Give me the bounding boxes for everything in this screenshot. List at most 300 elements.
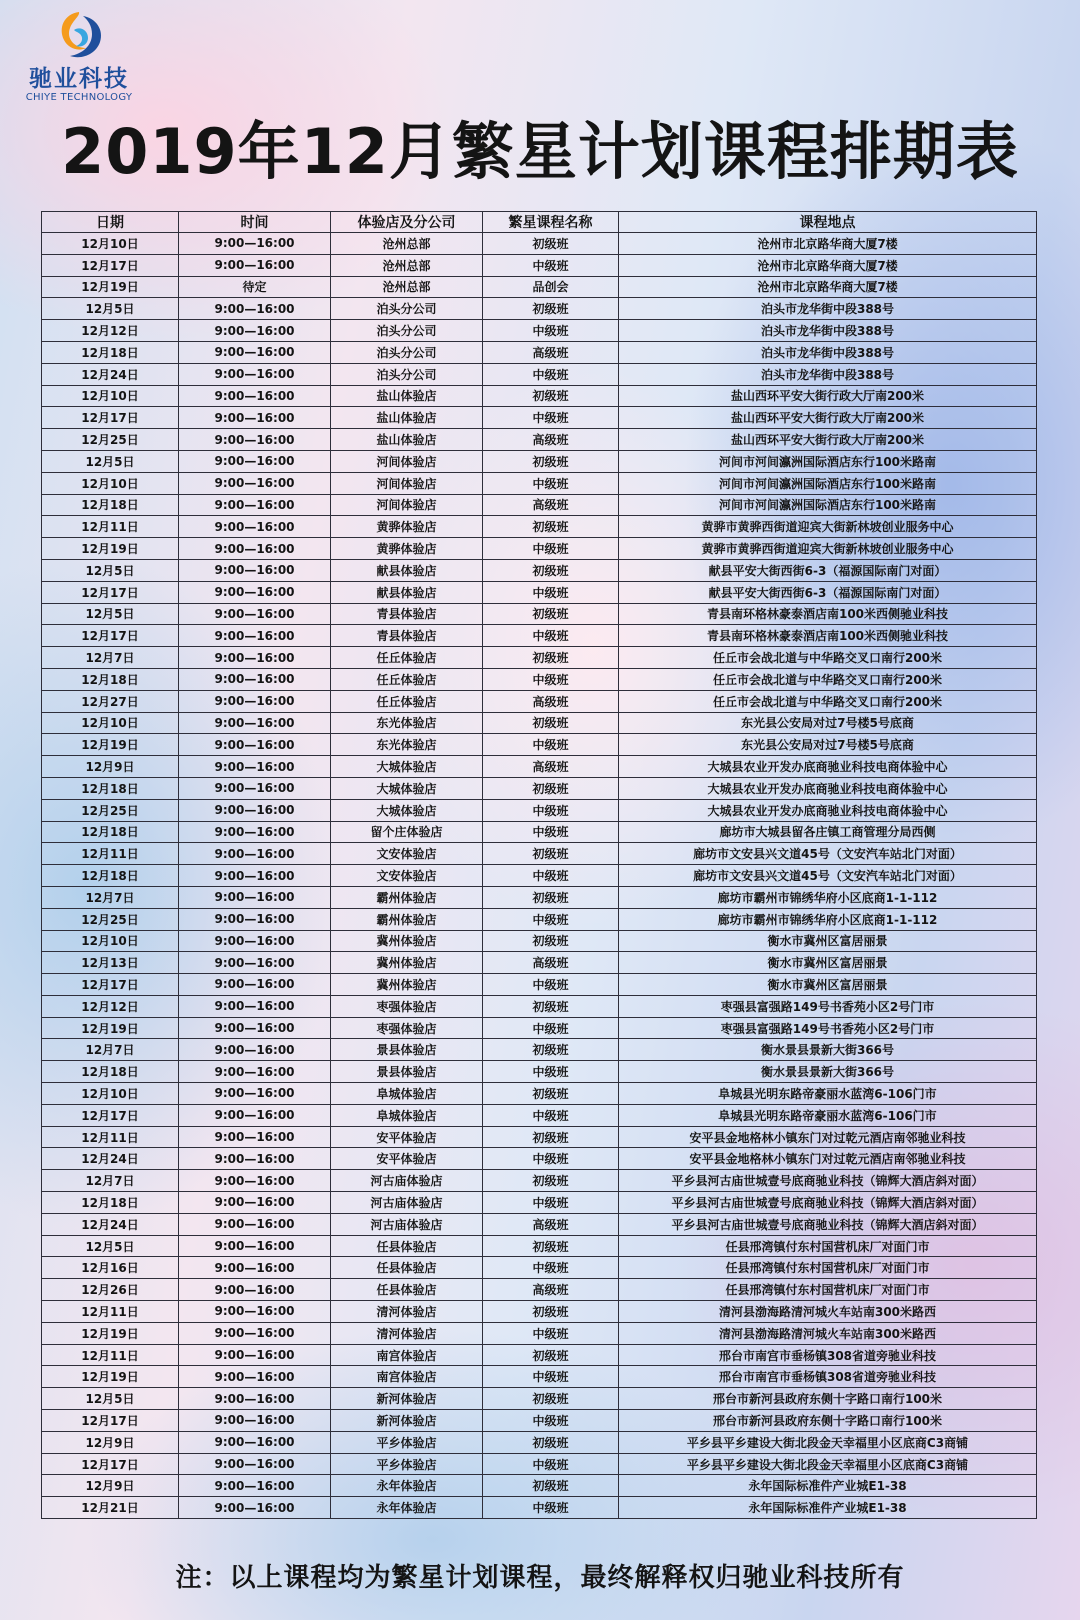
cell-course: 初级班 <box>483 233 619 255</box>
cell-location: 大城县农业开发办底商驰业科技电商体验中心 <box>619 756 1037 778</box>
cell-date: 12月11日 <box>42 516 179 538</box>
cell-time: 9:00—16:00 <box>179 1039 331 1061</box>
cell-date: 12月24日 <box>42 1148 179 1170</box>
cell-date: 12月7日 <box>42 647 179 669</box>
cell-date: 12月19日 <box>42 1322 179 1344</box>
cell-date: 12月5日 <box>42 1388 179 1410</box>
cell-location: 平乡县平乡建设大街北段金天幸福里小区底商C3商铺 <box>619 1431 1037 1453</box>
cell-location: 衡水市冀州区富居丽景 <box>619 930 1037 952</box>
table-row <box>42 974 1037 996</box>
table-row <box>42 756 1037 778</box>
cell-course: 初级班 <box>483 712 619 734</box>
cell-location: 安平县金地格林小镇东门对过乾元酒店南邻驰业科技 <box>619 1126 1037 1148</box>
cell-time: 9:00—16:00 <box>179 1279 331 1301</box>
cell-location: 廊坊市大城县留各庄镇工商管理分局西侧 <box>619 821 1037 843</box>
cell-date: 12月18日 <box>42 1192 179 1214</box>
table-row <box>42 1017 1037 1039</box>
cell-date: 12月7日 <box>42 1170 179 1192</box>
schedule-table <box>41 211 1037 1519</box>
cell-location: 清河县渤海路清河城火车站南300米路西 <box>619 1322 1037 1344</box>
cell-date: 12月5日 <box>42 1235 179 1257</box>
cell-location: 平乡县河古庙世城壹号底商驰业科技（锦辉大酒店斜对面） <box>619 1213 1037 1235</box>
cell-date: 12月11日 <box>42 1301 179 1323</box>
cell-location: 东光县公安局对过7号楼5号底商 <box>619 734 1037 756</box>
table-row <box>42 385 1037 407</box>
cell-store: 大城体验店 <box>331 756 483 778</box>
cell-date: 12月7日 <box>42 1039 179 1061</box>
cell-time: 9:00—16:00 <box>179 472 331 494</box>
cell-store: 沧州总部 <box>331 276 483 298</box>
cell-store: 沧州总部 <box>331 254 483 276</box>
cell-store: 留个庄体验店 <box>331 821 483 843</box>
cell-store: 文安体验店 <box>331 865 483 887</box>
cell-date: 12月11日 <box>42 843 179 865</box>
cell-time: 9:00—16:00 <box>179 1235 331 1257</box>
cell-time: 9:00—16:00 <box>179 1104 331 1126</box>
cell-location: 泊头市龙华街中段388号 <box>619 320 1037 342</box>
cell-store: 任县体验店 <box>331 1279 483 1301</box>
cell-store: 文安体验店 <box>331 843 483 865</box>
logo-name-cn: 驰业科技 <box>29 66 129 92</box>
cell-course: 高级班 <box>483 952 619 974</box>
cell-store: 永年体验店 <box>331 1475 483 1497</box>
cell-store: 安平体验店 <box>331 1126 483 1148</box>
cell-time: 9:00—16:00 <box>179 647 331 669</box>
table-header-row <box>42 212 1037 233</box>
cell-location: 平乡县河古庙世城壹号底商驰业科技（锦辉大酒店斜对面） <box>619 1192 1037 1214</box>
cell-course: 初级班 <box>483 1039 619 1061</box>
cell-store: 东光体验店 <box>331 712 483 734</box>
table-row <box>42 298 1037 320</box>
cell-date: 12月17日 <box>42 254 179 276</box>
cell-store: 泊头分公司 <box>331 363 483 385</box>
cell-date: 12月16日 <box>42 1257 179 1279</box>
cell-location: 任县邢湾镇付东村国营机床厂对面门市 <box>619 1257 1037 1279</box>
cell-course: 初级班 <box>483 450 619 472</box>
cell-location: 平乡县河古庙世城壹号底商驰业科技（锦辉大酒店斜对面） <box>619 1170 1037 1192</box>
cell-date: 12月19日 <box>42 538 179 560</box>
cell-location: 平乡县平乡建设大街北段金天幸福里小区底商C3商铺 <box>619 1453 1037 1475</box>
cell-time: 9:00—16:00 <box>179 1148 331 1170</box>
table-row <box>42 407 1037 429</box>
table-row <box>42 429 1037 451</box>
cell-date: 12月25日 <box>42 429 179 451</box>
cell-course: 中级班 <box>483 254 619 276</box>
cell-location: 任县邢湾镇付东村国营机床厂对面门市 <box>619 1279 1037 1301</box>
header-date: 日期 <box>42 212 179 233</box>
cell-time: 9:00—16:00 <box>179 865 331 887</box>
cell-time: 9:00—16:00 <box>179 1344 331 1366</box>
table-row <box>42 363 1037 385</box>
table-row <box>42 777 1037 799</box>
cell-time: 9:00—16:00 <box>179 1017 331 1039</box>
cell-location: 枣强县富强路149号书香苑小区2号门市 <box>619 995 1037 1017</box>
page-title: 2019年12月繁星计划课程排期表 <box>61 115 1019 188</box>
table-row <box>42 1322 1037 1344</box>
cell-course: 中级班 <box>483 1017 619 1039</box>
cell-date: 12月25日 <box>42 799 179 821</box>
cell-location: 永年国际标准件产业城E1-38 <box>619 1497 1037 1519</box>
table-row <box>42 690 1037 712</box>
cell-store: 平乡体验店 <box>331 1431 483 1453</box>
table-row <box>42 1257 1037 1279</box>
cell-date: 12月19日 <box>42 1366 179 1388</box>
cell-store: 献县体验店 <box>331 581 483 603</box>
cell-location: 永年国际标准件产业城E1-38 <box>619 1475 1037 1497</box>
cell-time: 9:00—16:00 <box>179 1388 331 1410</box>
cell-time: 9:00—16:00 <box>179 450 331 472</box>
cell-date: 12月10日 <box>42 472 179 494</box>
cell-store: 阜城体验店 <box>331 1083 483 1105</box>
cell-date: 12月17日 <box>42 1453 179 1475</box>
cell-store: 冀州体验店 <box>331 952 483 974</box>
cell-location: 阜城县光明东路帝豪丽水蓝湾6-106门市 <box>619 1083 1037 1105</box>
cell-course: 初级班 <box>483 559 619 581</box>
cell-course: 中级班 <box>483 734 619 756</box>
cell-time: 9:00—16:00 <box>179 1366 331 1388</box>
cell-date: 12月10日 <box>42 1083 179 1105</box>
cell-course: 初级班 <box>483 1235 619 1257</box>
table-row <box>42 254 1037 276</box>
cell-date: 12月17日 <box>42 407 179 429</box>
cell-course: 中级班 <box>483 799 619 821</box>
cell-store: 河古庙体验店 <box>331 1213 483 1235</box>
cell-store: 河古庙体验店 <box>331 1170 483 1192</box>
cell-time: 9:00—16:00 <box>179 1322 331 1344</box>
cell-course: 中级班 <box>483 320 619 342</box>
table-row <box>42 559 1037 581</box>
cell-date: 12月9日 <box>42 756 179 778</box>
cell-store: 任丘体验店 <box>331 647 483 669</box>
cell-location: 任丘市会战北道与中华路交叉口南行200米 <box>619 647 1037 669</box>
cell-store: 河间体验店 <box>331 494 483 516</box>
cell-store: 任丘体验店 <box>331 668 483 690</box>
cell-time: 9:00—16:00 <box>179 233 331 255</box>
company-logo <box>14 8 144 104</box>
cell-course: 初级班 <box>483 886 619 908</box>
cell-location: 任丘市会战北道与中华路交叉口南行200米 <box>619 690 1037 712</box>
cell-date: 12月13日 <box>42 952 179 974</box>
cell-course: 中级班 <box>483 1453 619 1475</box>
table-row <box>42 1301 1037 1323</box>
cell-location: 枣强县富强路149号书香苑小区2号门市 <box>619 1017 1037 1039</box>
cell-date: 12月5日 <box>42 298 179 320</box>
cell-time: 9:00—16:00 <box>179 799 331 821</box>
cell-time: 9:00—16:00 <box>179 538 331 560</box>
cell-date: 12月21日 <box>42 1497 179 1519</box>
cell-location: 廊坊市文安县兴文道45号（文安汽车站北门对面） <box>619 843 1037 865</box>
cell-date: 12月5日 <box>42 559 179 581</box>
table-row <box>42 1279 1037 1301</box>
cell-location: 黄骅市黄骅西街道迎宾大街新林坡创业服务中心 <box>619 538 1037 560</box>
cell-store: 霸州体验店 <box>331 886 483 908</box>
cell-course: 初级班 <box>483 995 619 1017</box>
table-row <box>42 1170 1037 1192</box>
table-row <box>42 233 1037 255</box>
table-row <box>42 538 1037 560</box>
cell-store: 河古庙体验店 <box>331 1192 483 1214</box>
cell-date: 12月17日 <box>42 1410 179 1432</box>
cell-store: 枣强体验店 <box>331 1017 483 1039</box>
cell-course: 中级班 <box>483 908 619 930</box>
cell-time: 9:00—16:00 <box>179 581 331 603</box>
cell-store: 河间体验店 <box>331 472 483 494</box>
cell-course: 高级班 <box>483 756 619 778</box>
cell-time: 待定 <box>179 276 331 298</box>
cell-course: 中级班 <box>483 865 619 887</box>
cell-time: 9:00—16:00 <box>179 886 331 908</box>
cell-time: 9:00—16:00 <box>179 625 331 647</box>
cell-date: 12月10日 <box>42 712 179 734</box>
cell-time: 9:00—16:00 <box>179 1170 331 1192</box>
cell-date: 12月17日 <box>42 974 179 996</box>
table-row <box>42 1366 1037 1388</box>
cell-store: 南宫体验店 <box>331 1344 483 1366</box>
cell-date: 12月19日 <box>42 276 179 298</box>
cell-location: 廊坊市霸州市锦绣华府小区底商1-1-112 <box>619 886 1037 908</box>
cell-date: 12月24日 <box>42 1213 179 1235</box>
table-row <box>42 581 1037 603</box>
table-row <box>42 1148 1037 1170</box>
cell-course: 中级班 <box>483 1192 619 1214</box>
cell-store: 南宫体验店 <box>331 1366 483 1388</box>
cell-store: 清河体验店 <box>331 1322 483 1344</box>
cell-course: 中级班 <box>483 538 619 560</box>
cell-time: 9:00—16:00 <box>179 1453 331 1475</box>
cell-location: 大城县农业开发办底商驰业科技电商体验中心 <box>619 777 1037 799</box>
cell-course: 中级班 <box>483 1410 619 1432</box>
cell-location: 河间市河间瀛洲国际酒店东行100米路南 <box>619 450 1037 472</box>
cell-date: 12月18日 <box>42 821 179 843</box>
table-row <box>42 1126 1037 1148</box>
cell-location: 大城县农业开发办底商驰业科技电商体验中心 <box>619 799 1037 821</box>
table-row <box>42 472 1037 494</box>
cell-date: 12月5日 <box>42 603 179 625</box>
table-row <box>42 625 1037 647</box>
cell-location: 任县邢湾镇付东村国营机床厂对面门市 <box>619 1235 1037 1257</box>
cell-store: 清河体验店 <box>331 1301 483 1323</box>
table-row <box>42 799 1037 821</box>
cell-course: 中级班 <box>483 1366 619 1388</box>
cell-course: 初级班 <box>483 1431 619 1453</box>
cell-time: 9:00—16:00 <box>179 1213 331 1235</box>
cell-time: 9:00—16:00 <box>179 1301 331 1323</box>
cell-course: 初级班 <box>483 1344 619 1366</box>
table-row <box>42 450 1037 472</box>
cell-time: 9:00—16:00 <box>179 320 331 342</box>
cell-course: 初级班 <box>483 843 619 865</box>
table-row <box>42 1235 1037 1257</box>
cell-store: 枣强体验店 <box>331 995 483 1017</box>
cell-date: 12月17日 <box>42 1104 179 1126</box>
cell-store: 献县体验店 <box>331 559 483 581</box>
cell-time: 9:00—16:00 <box>179 385 331 407</box>
cell-time: 9:00—16:00 <box>179 930 331 952</box>
cell-date: 12月19日 <box>42 734 179 756</box>
cell-course: 初级班 <box>483 516 619 538</box>
cell-course: 中级班 <box>483 407 619 429</box>
cell-store: 阜城体验店 <box>331 1104 483 1126</box>
cell-store: 黄骅体验店 <box>331 516 483 538</box>
header-store: 体验店及分公司 <box>331 212 483 233</box>
cell-time: 9:00—16:00 <box>179 516 331 538</box>
cell-time: 9:00—16:00 <box>179 952 331 974</box>
cell-course: 中级班 <box>483 1148 619 1170</box>
table-row <box>42 276 1037 298</box>
cell-date: 12月18日 <box>42 341 179 363</box>
cell-date: 12月11日 <box>42 1126 179 1148</box>
cell-location: 廊坊市文安县兴文道45号（文安汽车站北门对面） <box>619 865 1037 887</box>
cell-date: 12月12日 <box>42 995 179 1017</box>
table-row <box>42 516 1037 538</box>
cell-store: 泊头分公司 <box>331 298 483 320</box>
cell-course: 初级班 <box>483 647 619 669</box>
cell-time: 9:00—16:00 <box>179 1431 331 1453</box>
cell-course: 中级班 <box>483 974 619 996</box>
header-time: 时间 <box>179 212 331 233</box>
cell-time: 9:00—16:00 <box>179 843 331 865</box>
table-row <box>42 1497 1037 1519</box>
table-row <box>42 1039 1037 1061</box>
cell-store: 沧州总部 <box>331 233 483 255</box>
table-row <box>42 712 1037 734</box>
cell-course: 高级班 <box>483 1279 619 1301</box>
cell-location: 盐山西环平安大街行政大厅南200米 <box>619 385 1037 407</box>
cell-course: 高级班 <box>483 341 619 363</box>
cell-date: 12月11日 <box>42 1344 179 1366</box>
cell-location: 邢台市南宫市垂杨镇308省道旁驰业科技 <box>619 1366 1037 1388</box>
cell-store: 任丘体验店 <box>331 690 483 712</box>
cell-course: 初级班 <box>483 1475 619 1497</box>
cell-date: 12月18日 <box>42 1061 179 1083</box>
table-row <box>42 821 1037 843</box>
table-row <box>42 1344 1037 1366</box>
cell-location: 泊头市龙华街中段388号 <box>619 341 1037 363</box>
cell-date: 12月17日 <box>42 581 179 603</box>
cell-time: 9:00—16:00 <box>179 494 331 516</box>
cell-location: 河间市河间瀛洲国际酒店东行100米路南 <box>619 472 1037 494</box>
cell-store: 任县体验店 <box>331 1235 483 1257</box>
cell-store: 泊头分公司 <box>331 320 483 342</box>
logo-swirl-icon <box>50 8 108 64</box>
cell-date: 12月5日 <box>42 450 179 472</box>
cell-store: 冀州体验店 <box>331 930 483 952</box>
cell-course: 初级班 <box>483 603 619 625</box>
table-row <box>42 341 1037 363</box>
cell-store: 黄骅体验店 <box>331 538 483 560</box>
table-row <box>42 1213 1037 1235</box>
cell-location: 阜城县光明东路帝豪丽水蓝湾6-106门市 <box>619 1104 1037 1126</box>
cell-time: 9:00—16:00 <box>179 363 331 385</box>
cell-time: 9:00—16:00 <box>179 1497 331 1519</box>
cell-location: 安平县金地格林小镇东门对过乾元酒店南邻驰业科技 <box>619 1148 1037 1170</box>
table-row <box>42 843 1037 865</box>
table-row <box>42 1431 1037 1453</box>
cell-date: 12月10日 <box>42 930 179 952</box>
cell-time: 9:00—16:00 <box>179 1410 331 1432</box>
cell-store: 泊头分公司 <box>331 341 483 363</box>
cell-course: 中级班 <box>483 472 619 494</box>
cell-course: 高级班 <box>483 1213 619 1235</box>
cell-location: 衡水市冀州区富居丽景 <box>619 974 1037 996</box>
cell-store: 永年体验店 <box>331 1497 483 1519</box>
cell-store: 盐山体验店 <box>331 429 483 451</box>
table-row <box>42 603 1037 625</box>
cell-course: 中级班 <box>483 625 619 647</box>
table-row <box>42 930 1037 952</box>
cell-time: 9:00—16:00 <box>179 995 331 1017</box>
cell-date: 12月9日 <box>42 1431 179 1453</box>
cell-time: 9:00—16:00 <box>179 429 331 451</box>
cell-course: 中级班 <box>483 1061 619 1083</box>
cell-date: 12月18日 <box>42 865 179 887</box>
logo-name-en: CHIYE TECHNOLOGY <box>25 92 133 103</box>
table-row <box>42 1061 1037 1083</box>
table-row <box>42 952 1037 974</box>
cell-date: 12月26日 <box>42 1279 179 1301</box>
table-row <box>42 734 1037 756</box>
cell-time: 9:00—16:00 <box>179 908 331 930</box>
cell-time: 9:00—16:00 <box>179 1083 331 1105</box>
cell-location: 任丘市会战北道与中华路交叉口南行200米 <box>619 668 1037 690</box>
cell-store: 河间体验店 <box>331 450 483 472</box>
cell-location: 邢台市南宫市垂杨镇308省道旁驰业科技 <box>619 1344 1037 1366</box>
cell-course: 初级班 <box>483 777 619 799</box>
cell-course: 中级班 <box>483 1497 619 1519</box>
cell-location: 黄骅市黄骅西街道迎宾大街新林坡创业服务中心 <box>619 516 1037 538</box>
cell-time: 9:00—16:00 <box>179 974 331 996</box>
cell-time: 9:00—16:00 <box>179 734 331 756</box>
cell-time: 9:00—16:00 <box>179 1257 331 1279</box>
cell-course: 初级班 <box>483 385 619 407</box>
cell-course: 中级班 <box>483 1322 619 1344</box>
cell-time: 9:00—16:00 <box>179 298 331 320</box>
cell-location: 沧州市北京路华商大厦7楼 <box>619 254 1037 276</box>
header-course: 繁星课程名称 <box>483 212 619 233</box>
cell-store: 青县体验店 <box>331 625 483 647</box>
cell-location: 沧州市北京路华商大厦7楼 <box>619 233 1037 255</box>
table-row <box>42 886 1037 908</box>
cell-date: 12月9日 <box>42 1475 179 1497</box>
cell-location: 泊头市龙华街中段388号 <box>619 363 1037 385</box>
cell-date: 12月12日 <box>42 320 179 342</box>
cell-location: 衡水市冀州区富居丽景 <box>619 952 1037 974</box>
table-row <box>42 1083 1037 1105</box>
cell-time: 9:00—16:00 <box>179 668 331 690</box>
table-row <box>42 908 1037 930</box>
cell-course: 高级班 <box>483 429 619 451</box>
cell-course: 初级班 <box>483 1301 619 1323</box>
table-row <box>42 1104 1037 1126</box>
table-row <box>42 494 1037 516</box>
cell-store: 新河体验店 <box>331 1410 483 1432</box>
cell-time: 9:00—16:00 <box>179 777 331 799</box>
cell-date: 12月25日 <box>42 908 179 930</box>
cell-store: 冀州体验店 <box>331 974 483 996</box>
cell-store: 青县体验店 <box>331 603 483 625</box>
table-row <box>42 320 1037 342</box>
cell-location: 衡水景县景新大街366号 <box>619 1061 1037 1083</box>
cell-time: 9:00—16:00 <box>179 1126 331 1148</box>
cell-store: 东光体验店 <box>331 734 483 756</box>
cell-course: 初级班 <box>483 1083 619 1105</box>
cell-location: 邢台市新河县政府东侧十字路口南行100米 <box>619 1388 1037 1410</box>
cell-location: 青县南环格林豪泰酒店南100米西侧驰业科技 <box>619 625 1037 647</box>
cell-store: 景县体验店 <box>331 1039 483 1061</box>
cell-time: 9:00—16:00 <box>179 821 331 843</box>
cell-time: 9:00—16:00 <box>179 756 331 778</box>
cell-location: 献县平安大街西街6-3（福源国际南门对面） <box>619 581 1037 603</box>
